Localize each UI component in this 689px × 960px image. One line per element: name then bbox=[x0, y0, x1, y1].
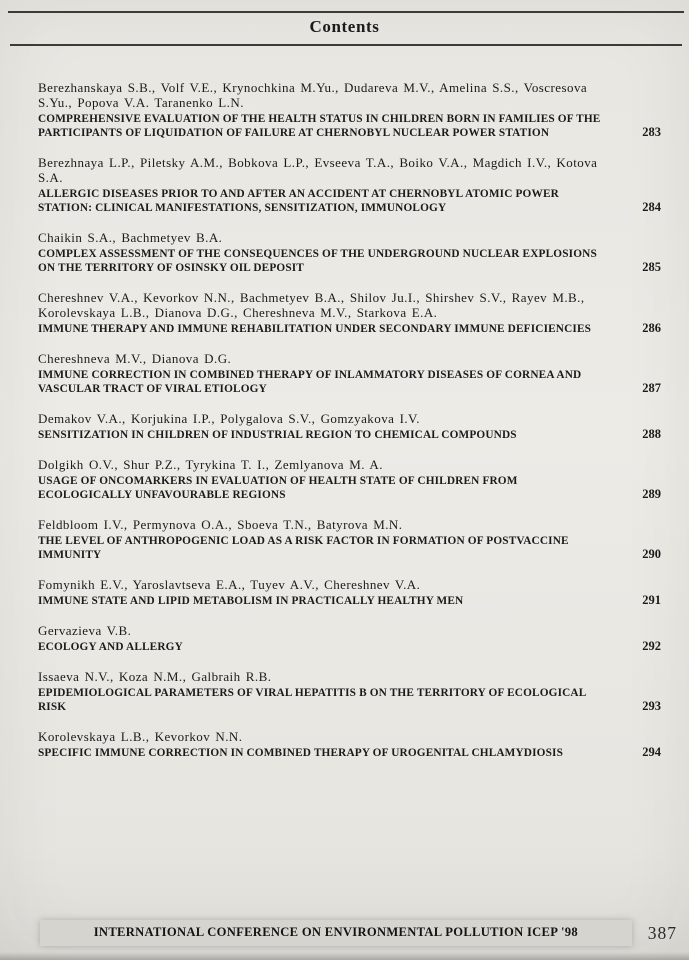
toc-entry-text bbox=[38, 729, 619, 760]
entry-authors: Feldbloom I.V., Permynova O.A., Sboeva T.N., Batyrova M.N. bbox=[38, 517, 403, 532]
entry-page-number: 283 bbox=[642, 125, 661, 139]
footer-conference-title: INTERNATIONAL CONFERENCE ON ENVIRONMENTAL POLLUTION ICEP '98 bbox=[93, 925, 578, 939]
toc-entry-text bbox=[38, 411, 619, 442]
toc-entry bbox=[38, 517, 661, 562]
top-rule bbox=[8, 11, 684, 13]
entry-authors: Chaikin S.A., Bachmetyev B.A. bbox=[38, 230, 223, 245]
toc-entry bbox=[38, 230, 661, 275]
entry-title: THE LEVEL OF ANTHROPOGENIC LOAD AS A RISK FACTOR IN FORMATION OF POSTVACCINE IMMUNITY bbox=[38, 535, 569, 561]
entry-title: IMMUNE THERAPY AND IMMUNE REHABILITATION UNDER SECONDARY IMMUNE DEFICIENCIES bbox=[38, 323, 592, 335]
entry-authors: Issaeva N.V., Koza N.M., Galbraih R.B. bbox=[38, 669, 272, 684]
toc-entry-text bbox=[38, 457, 619, 502]
footer-conference-banner bbox=[40, 920, 632, 946]
entry-page-number: 290 bbox=[642, 547, 661, 561]
toc-entry-text bbox=[38, 230, 619, 275]
toc-entry-text bbox=[38, 351, 619, 396]
toc-entry bbox=[38, 623, 661, 654]
page-footer bbox=[40, 920, 677, 946]
toc-entry bbox=[38, 290, 661, 336]
toc-entry-text bbox=[38, 669, 619, 714]
entry-page-number: 286 bbox=[642, 321, 661, 335]
entry-title: IMMUNE STATE AND LIPID METABOLISM IN PRACTICALLY HEALTHY MEN bbox=[38, 595, 464, 607]
toc-entry bbox=[38, 351, 661, 396]
page-title: Contents bbox=[309, 17, 380, 36]
page-number: 387 bbox=[647, 922, 677, 943]
toc-entry-text bbox=[38, 80, 619, 140]
entry-title: USAGE OF ONCOMARKERS IN EVALUATION OF HEALTH STATE OF CHILDREN FROM ECOLOGICALLY UNFAVOURABLE REGIONS bbox=[38, 475, 518, 501]
entry-authors: Berezhnaya L.P., Piletsky A.M., Bobkova L.P., Evseeva T.A., Boiko V.A., Magdich I.V., Kotova S.A. bbox=[38, 155, 598, 185]
entry-authors: Chereshnev V.A., Kevorkov N.N., Bachmetyev B.A., Shilov Ju.I., Shirshev S.V., Rayev M.B., Korolevskaya L.B., Dianova D.G., Chereshneva M.V., Starkova E.A. bbox=[38, 290, 585, 320]
entry-authors: Dolgikh O.V., Shur P.Z., Tyrykina T. I., Zemlyanova M. A. bbox=[38, 457, 383, 472]
toc-entry bbox=[38, 155, 661, 215]
entry-title: ALLERGIC DISEASES PRIOR TO AND AFTER AN ACCIDENT AT CHERNOBYL ATOMIC POWER STATION: CLINICAL MANIFESTATIONS, SENSITIZATION, IMMUNOLOGY bbox=[38, 188, 559, 214]
entry-authors: Fomynikh E.V., Yaroslavtseva E.A., Tuyev A.V., Chereshnev V.A. bbox=[38, 577, 421, 592]
toc-entry-text bbox=[38, 577, 619, 608]
entry-title: EPIDEMIOLOGICAL PARAMETERS OF VIRAL HEPATITIS B ON THE TERRITORY OF ECOLOGICAL RISK bbox=[38, 687, 586, 713]
entry-authors: Demakov V.A., Korjukina I.P., Polygalova S.V., Gomzyakova I.V. bbox=[38, 411, 420, 426]
entry-authors: Berezhanskaya S.B., Volf V.E., Krynochkina M.Yu., Dudareva M.V., Amelina S.S., Voscresova S.Yu., Popova V.A. Taranenko L.N. bbox=[38, 80, 588, 110]
entry-authors: Chereshneva M.V., Dianova D.G. bbox=[38, 351, 232, 366]
toc-entry bbox=[38, 577, 661, 608]
scan-bottom-edge bbox=[0, 952, 689, 960]
title-underline-rule bbox=[10, 44, 682, 46]
entry-title: IMMUNE CORRECTION IN COMBINED THERAPY OF INLAMMATORY DISEASES OF CORNEA AND VASCULAR TRACT OF VIRAL ETIOLOGY bbox=[38, 369, 582, 395]
toc-entry bbox=[38, 457, 661, 502]
toc-entry-text bbox=[38, 155, 619, 215]
toc-entry-text bbox=[38, 517, 619, 562]
table-of-contents bbox=[38, 80, 661, 775]
entry-page-number: 288 bbox=[642, 427, 661, 441]
entry-title: SENSITIZATION IN CHILDREN OF INDUSTRIAL REGION TO CHEMICAL COMPOUNDS bbox=[38, 429, 517, 441]
toc-entry bbox=[38, 669, 661, 714]
entry-authors: Gervazieva V.B. bbox=[38, 623, 132, 638]
entry-page-number: 292 bbox=[642, 639, 661, 653]
entry-title: COMPLEX ASSESSMENT OF THE CONSEQUENCES OF THE UNDERGROUND NUCLEAR EXPLOSIONS ON THE TERRITORY OF OSINSKY OIL DEPOSIT bbox=[38, 248, 597, 274]
entry-authors: Korolevskaya L.B., Kevorkov N.N. bbox=[38, 729, 243, 744]
entry-page-number: 289 bbox=[642, 487, 661, 501]
entry-page-number: 293 bbox=[642, 699, 661, 713]
toc-entry bbox=[38, 729, 661, 760]
entry-page-number: 294 bbox=[642, 745, 661, 759]
toc-entry bbox=[38, 411, 661, 442]
toc-entry bbox=[38, 80, 661, 140]
entry-page-number: 287 bbox=[642, 381, 661, 395]
entry-page-number: 284 bbox=[642, 200, 661, 214]
entry-page-number: 285 bbox=[642, 260, 661, 274]
entry-title: SPECIFIC IMMUNE CORRECTION IN COMBINED THERAPY OF UROGENITAL CHLAMYDIOSIS bbox=[38, 747, 564, 759]
entry-page-number: 291 bbox=[642, 593, 661, 607]
entry-title: COMPREHENSIVE EVALUATION OF THE HEALTH STATUS IN CHILDREN BORN IN FAMILIES OF THE PARTICIPANTS OF LIQUIDATION OF FAILURE AT CHERNOBYL NUCLEAR POWER STATION bbox=[38, 113, 601, 139]
toc-entry-text bbox=[38, 623, 619, 654]
entry-title: ECOLOGY AND ALLERGY bbox=[38, 641, 183, 653]
toc-entry-text bbox=[38, 290, 619, 336]
